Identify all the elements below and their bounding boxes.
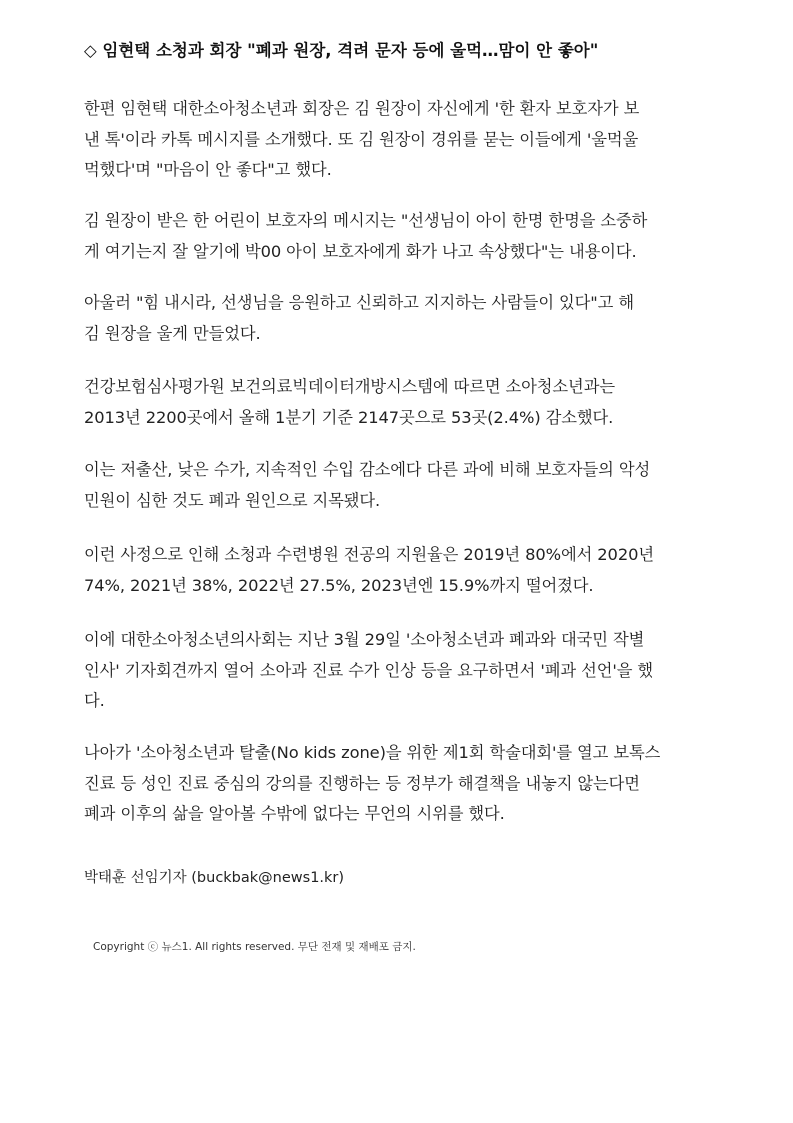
paragraph-line: 먹했다'며 "마음이 안 좋다"고 했다. [84, 160, 332, 179]
paragraph-line: 인사' 기자회견까지 열어 소아과 진료 수가 인상 등을 요구하면서 '폐과 선언'을 했 [84, 660, 654, 680]
paragraph-line: 이에 대한소아청소년의사회는 지난 3월 29일 '소아청소년과 폐과와 대국민 작별 [84, 630, 645, 649]
paragraph-line: 한편 임현택 대한소아청소년과 회장은 김 원장이 자신에게 '한 환자 보호자가 보 [84, 99, 640, 118]
paragraph-7 [84, 625, 716, 717]
paragraph-line: 이는 저출산, 낮은 수가, 지속적인 수입 감소에다 다른 과에 비해 보호자들의 악성 [84, 460, 651, 479]
paragraph-line: 게 여기는지 잘 알기에 박00 아이 보호자에게 화가 나고 속상했다"는 내용이다. [84, 241, 637, 261]
paragraph-4 [84, 372, 716, 433]
paragraph-line: 74%, 2021년 38%, 2022년 27.5%, 2023년엔 15.9%까지 떨어졌다. [84, 575, 594, 595]
paragraph-line: 김 원장이 받은 한 어린이 보호자의 메시지는 "선생님이 아이 한명 한명을 소중하 [84, 211, 648, 230]
paragraph-3 [84, 288, 716, 349]
byline: 박태훈 선임기자 (buckbak@news1.kr) [84, 870, 345, 886]
paragraph-2 [84, 206, 716, 267]
paragraph-line: 이런 사정으로 인해 소청과 수련병원 전공의 지원율은 2019년 80%에서 2020년 [84, 545, 654, 564]
section-heading: ◇ 임현택 소청과 회장 "폐과 원장, 격려 문자 등에 울먹…맘이 안 좋아" [84, 41, 599, 60]
copyright-notice: Copyright ⓒ 뉴스1. All rights reserved. 무단 전재 및 재배포 금지. [93, 941, 416, 953]
paragraph-line: 낸 톡'이라 카톡 메시지를 소개했다. 또 김 원장이 경위를 묻는 이들에게 '울먹울 [84, 129, 639, 149]
paragraph-line: 김 원장을 울게 만들었다. [84, 323, 261, 343]
paragraph-line: 진료 등 성인 진료 중심의 강의를 진행하는 등 정부가 해결책을 내놓지 않는다면 [84, 773, 640, 793]
paragraph-line: 폐과 이후의 삶을 알아볼 수밖에 없다는 무언의 시위를 했다. [84, 804, 505, 823]
paragraph-line: 다. [84, 691, 105, 710]
paragraph-line: 2013년 2200곳에서 올해 1분기 기준 2147곳으로 53곳(2.4%) 감소했다. [84, 407, 614, 427]
paragraph-1 [84, 94, 716, 186]
paragraph-6 [84, 540, 716, 601]
paragraph-line: 아울러 "힘 내시라, 선생님을 응원하고 신뢰하고 지지하는 사람들이 있다"고 해 [84, 293, 634, 312]
paragraph-line: 건강보험심사평가원 보건의료빅데이터개방시스템에 따르면 소아청소년과는 [84, 377, 615, 396]
paragraph-8 [84, 738, 716, 830]
paragraph-line: 나아가 '소아청소년과 탈출(No kids zone)을 위한 제1회 학술대회'를 열고 보톡스 [84, 743, 661, 762]
paragraph-line: 민원이 심한 것도 폐과 원인으로 지목됐다. [84, 490, 381, 510]
paragraph-5 [84, 455, 716, 516]
